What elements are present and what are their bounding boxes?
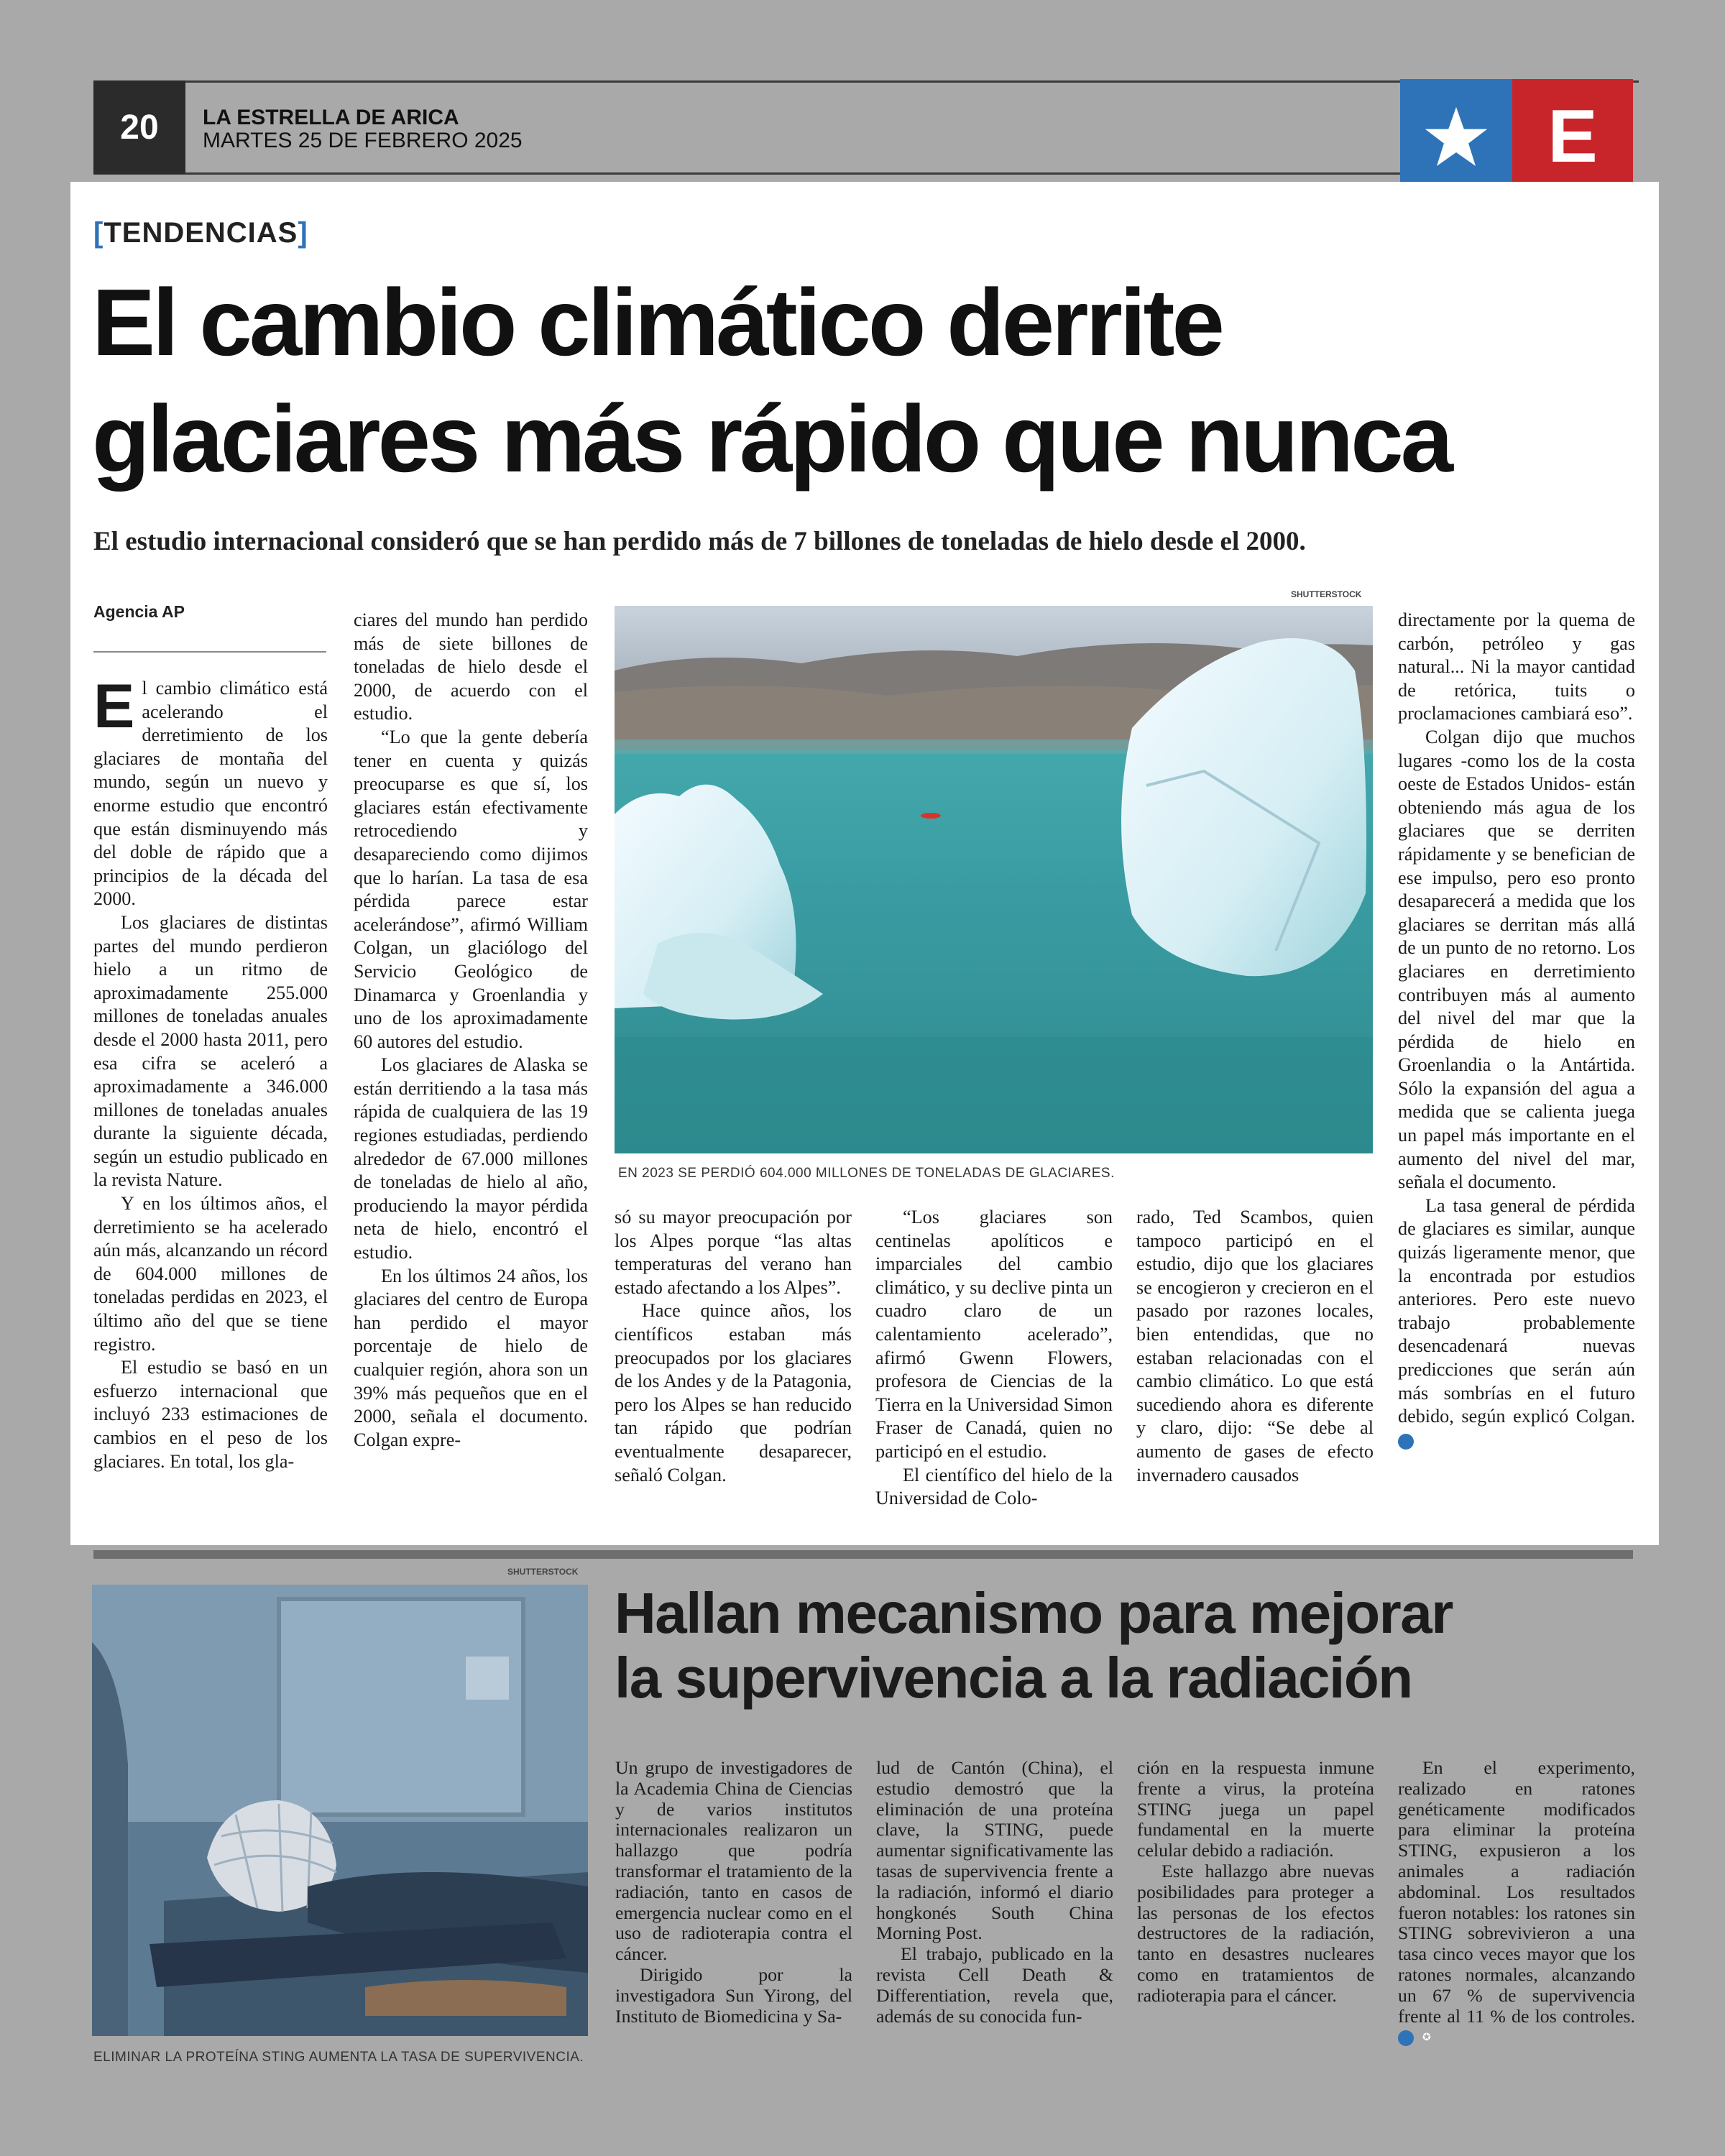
section-divider	[93, 1550, 1633, 1559]
photo-credit: SHUTTERSTOCK	[1291, 589, 1362, 599]
secondary-headline	[615, 1581, 1635, 1710]
masthead	[203, 106, 523, 152]
paragraph: Los glaciares de distintas partes del mundo perdieron hielo a un ritmo de aproximadamente 255.000 millones de toneladas anuales desde el 2000 hasta 2011, pero esa cifra se aceleró a aproximadamente a 346.000 millones de toneladas anuales durante la siguiente década, según un estudio publicado en la revista Nature.	[93, 911, 328, 1191]
byline: Agencia AP	[93, 602, 185, 621]
paragraph: directamente por la quema de carbón, petróleo y gas natural... Ni la mayor cantidad de retórica, tuits o proclamaciones cambiará eso”.	[1398, 609, 1635, 724]
end-mark-icon: ✪	[1398, 1434, 1414, 1450]
headline2-line-1: Hallan mecanismo para mejorar	[615, 1581, 1453, 1645]
headline-line-2: glaciares más rápido que nunca	[92, 386, 1451, 492]
paragraph: Colgan dijo que muchos lugares -como los de la costa oeste de Estados Unidos- están obteniendo más agua de los glaciares que se derriten rápidamente y se benefician de ese impulso, pero eso pronto desaparecerá a medida que los glaciares se derritan más allá de un punto de no retorno. Los glaciares en derretimiento contribuyen más al aumento del nivel del mar que la pérdida de hielo en Groenlandia o la Antártida. Sólo la expansión del agua a medida que se calienta juega un papel más importante en el aumento del nivel del mar, señala el documento.	[1398, 726, 1635, 1193]
paragraph	[1398, 1194, 1635, 1452]
paragraph: “Los glaciares son centinelas apolíticos e imparciales del cambio climático, y su declive pinta un cuadro claro de un calentamiento acelerado”, afirmó Gwenn Flowers, profesora de Ciencias de la Tierra en la Universidad Simon Fraser de Canadá, quien no participó en el estudio.	[875, 1207, 1113, 1462]
article2-column-3	[1137, 1758, 1374, 2007]
article-column-1	[93, 672, 328, 1473]
glacier-photo	[615, 606, 1373, 1153]
paragraph: Y en los últimos años, el derretimiento se ha acelerado aún más, alcanzando un récord de 604.000 millones de toneladas perdidas en 2023, el último año del que se tiene registro.	[93, 1193, 328, 1355]
paragraph: “Lo que la gente debería tener en cuenta y quizás preocuparse es que sí, los glaciares están efectivamente retrocediendo y desapareciendo como dijimos que lo harían. La tasa de esa pérdida parece estar acelerándose”, afirmó William Colgan, un glaciólogo del Servicio Geológico de Dinamarca y Groenlandia y uno de los aproximadamente 60 autores del estudio.	[354, 726, 588, 1052]
header-rule-bottom	[93, 172, 1402, 175]
paragraph-text: La tasa general de pérdida de glaciares es similar, aunque quizás ligeramente menor, que la encontrada por estudios anteriores. Pero este nuevo trabajo probablemente desencadenará nuevas predicciones que serán aún más sombrías en el futuro debido, según explicó Colgan.	[1398, 1194, 1635, 1427]
paragraph: l cambio climático está acelerando el derretimiento de los glaciares de montaña del mundo, según un nuevo y enorme estudio que encontró que están disminuyendo más del doble de rápido que a principios de la década del 2000.	[93, 678, 328, 910]
drop-cap: E	[93, 672, 135, 741]
kicker-text: TENDENCIAS	[104, 217, 298, 249]
paragraph: Los glaciares de Alaska se están derritiendo a la tasa más rápida de cualquiera de las 19 regiones estudiadas, perdiendo alrededor de 67.000 millones de toneladas de hielo al año, produciendo la mayor pérdida neta de hielo, encontró el estudio.	[354, 1054, 588, 1263]
photo-caption-2: ELIMINAR LA PROTEÍNA STING AUMENTA LA TASA DE SUPERVIVENCIA.	[93, 2050, 584, 2065]
article-column-2	[354, 609, 588, 1452]
paragraph: ción en la respuesta inmune frente a virus, la proteína STING juega un papel fundamental en la muerte celular debido a radiación.	[1137, 1757, 1374, 1861]
headline-line-1: El cambio climático derrite	[92, 270, 1222, 375]
star-icon	[1424, 106, 1489, 167]
paragraph: El trabajo, publicado en la revista Cell Death & Differentiation, revela que, además de su conocida fun-	[876, 1943, 1113, 2027]
page-number: 20	[93, 80, 185, 174]
radiotherapy-photo	[92, 1585, 588, 2036]
article-column-4	[875, 1206, 1113, 1511]
issue-date: MARTES 25 DE FEBRERO 2025	[203, 129, 523, 152]
article2-column-4	[1398, 1758, 1635, 2047]
flag-blue-block	[1400, 79, 1512, 194]
photo-caption: EN 2023 SE PERDIÓ 604.000 MILLONES DE TONELADAS DE GLACIARES.	[618, 1166, 1115, 1181]
section-kicker: [TENDENCIAS]	[93, 217, 308, 249]
paragraph: só su mayor preocupación por los Alpes porque “las altas temperaturas del verano han estado afectando a los Alpes”.	[615, 1207, 852, 1298]
paragraph-text: En el experimento, realizado en ratones genéticamente modificados para eliminar la proteína STING, expusieron a los animales a radiación abdominal. Los resultados fueron notables: los ratones sin STING sobrevivieron a una tasa cinco veces mayor que los ratones normales, alcanzando un 67 % de supervivencia frente al 11 % de los controles.	[1398, 1757, 1635, 2027]
paragraph: Este hallazgo abre nuevas posibilidades para proteger a las personas de los efectos destructores de la radiación, tanto en desastres nucleares como en tratamientos de radioterapia para el cáncer.	[1137, 1860, 1374, 2006]
main-headline	[92, 264, 1644, 497]
paragraph: ciares del mundo han perdido más de siete billones de toneladas de hielo desde el 2000, de acuerdo con el estudio.	[354, 609, 588, 724]
headline2-line-2: la supervivencia a la radiación	[615, 1646, 1412, 1710]
section-letter: E	[1512, 79, 1633, 194]
end-mark-icon: ✪	[1398, 2030, 1414, 2046]
photo-credit-2: SHUTTERSTOCK	[507, 1567, 579, 1577]
newspaper-name: LA ESTRELLA DE ARICA	[203, 106, 459, 129]
paragraph: El estudio se basó en un esfuerzo internacional que incluyó 233 estimaciones de cambios en el peso de los glaciares. En total, los gla-	[93, 1357, 328, 1472]
article-column-5	[1136, 1206, 1374, 1487]
paragraph: lud de Cantón (China), el estudio demostró que la eliminación de una proteína clave, la STING, puede aumentar significativamente las tasas de supervivencia frente a la radiación, informó el diario hongkonés South China Morning Post.	[876, 1757, 1113, 1944]
lead-paragraph: El estudio internacional consideró que se han perdido más de 7 billones de toneladas de hielo desde el 2000.	[93, 527, 1306, 556]
byline-rule	[93, 651, 326, 653]
paragraph: Hace quince años, los científicos estaban más preocupados por los glaciares de los Andes y de la Patagonia, pero los Alpes se han reducido tan rápido que podrían eventualmente desaparecer, señaló Colgan.	[615, 1300, 852, 1485]
article2-column-2	[876, 1758, 1113, 2027]
paragraph: Dirigido por la investigadora Sun Yirong, del Instituto de Biomedicina y Sa-	[615, 1963, 852, 2027]
paragraph: El científico del hielo de la Universidad de Colo-	[875, 1464, 1113, 1509]
article-column-3	[615, 1206, 852, 1487]
paragraph: rado, Ted Scambos, quien tampoco participó en el estudio, dijo que los glaciares se encogieron y crecieron en el pasado por razones locales, bien entendidas, que no estaban relacionadas con el cambio climático. Lo que está sucediendo ahora es diferente y claro, dijo: “Se debe al aumento de gases de efecto invernadero causados	[1136, 1207, 1374, 1485]
article2-column-1	[615, 1758, 852, 2027]
article-column-6	[1398, 609, 1635, 1452]
paragraph: Un grupo de investigadores de la Academia China de Ciencias y de varios institutos internacionales realizaron un hallazgo que podría transformar el tratamiento de la radiación, tanto en casos de emergencia nuclear como en el uso de radioterapia contra el cáncer.	[615, 1757, 852, 1965]
paragraph: En los últimos 24 años, los glaciares del centro de Europa han perdido el mayor porcentaje de hielo de cualquier región, ahora son un 39% más pequeños que en el 2000, señala el documento. Colgan expre-	[354, 1265, 588, 1450]
